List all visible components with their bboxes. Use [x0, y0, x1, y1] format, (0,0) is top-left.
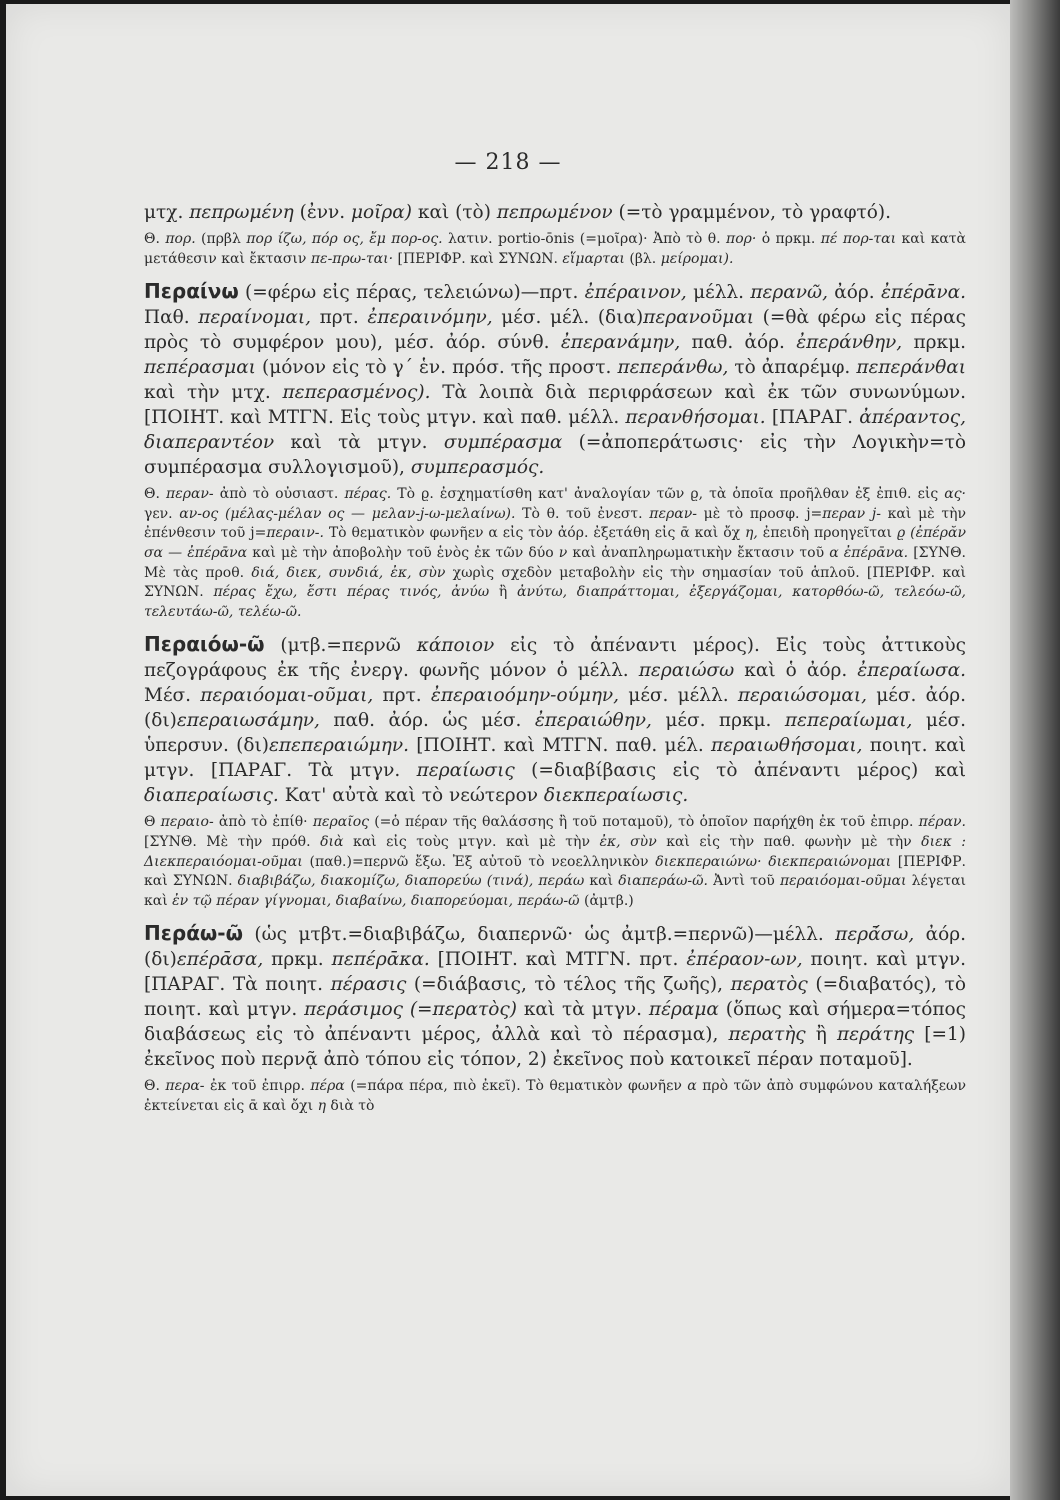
italic-form: περαιόομαι-οῦμαι, [200, 685, 374, 707]
text-run: (=ἀποπεράτωσις· εἰς τὴν Λογικὴν=τὸ συμπέρασμα συλλογισμοῦ), [144, 432, 966, 479]
italic-form: πέρας. [344, 486, 392, 503]
text-run: (=διαβατός), τὸ ποιητ. καὶ μτγν. [144, 974, 966, 1021]
italic-form: ἐκ, σὺν [599, 833, 657, 850]
italic-form: ἐπεραινόμην, [367, 307, 493, 329]
text-run: καὶ εἰς τοὺς μτγν. καὶ μὲ τὴν [343, 833, 600, 850]
text-run: [ΠΑΡΑΓ. [765, 407, 860, 429]
text-run: (παθ.)=περνῶ ἔξω. Ἐξ αὐτοῦ τὸ νεοελληνικὸν [302, 853, 656, 870]
italic-form: επέρᾱσα, [176, 949, 264, 971]
etymology-note [144, 230, 966, 269]
text-run: ἀπὸ τὸ ἐπίθ· [213, 814, 313, 831]
text-run: Τὰ λοιπὰ διὰ περιφράσεων καὶ ἐκ τῶν συνωνύμων. [ΠΟΙΗΤ. καὶ ΜΤΓΝ. Εἰς τοὺς μτγν. καὶ παθ. μέλλ. [144, 382, 966, 429]
italic-form: κάποιον [416, 635, 495, 657]
italic-form: μείρομαι). [660, 250, 734, 267]
text-run: διὰ τὸ [325, 1097, 375, 1114]
italic-form: διαπεραίωσις. [144, 785, 279, 807]
text-run: [ΠΕΡΙΦΡ. καὶ ΣΥΝΩΝ. [144, 853, 966, 890]
text-run: λατιν. portio-ōnis (=μοῖρα)· Ἀπὸ τὸ θ. [442, 231, 727, 247]
text-run: (ἀμτβ.) [579, 892, 634, 909]
italic-form: ἐπέραινον, [584, 282, 687, 304]
italic-form: ἀπέραντος, διαπεραντέον [144, 407, 967, 454]
italic-form: πέρα [310, 1078, 345, 1095]
italic-form: διαπεράω-ῶ. [618, 873, 709, 890]
text-run: Τὸ θ. τοῦ ἐνεστ. [515, 505, 650, 522]
italic-form: ἐπεραιώθην, [534, 710, 652, 732]
headword: Περαιόω-ῶ [144, 632, 265, 657]
italic-form: επεραιωσάμην, [176, 710, 320, 732]
italic-form: περαιώσομαι, [737, 685, 868, 707]
italic-form: ἐπέραον-ων, [686, 949, 803, 971]
page-edge-shadow [1010, 0, 1060, 1500]
italic-form: η, [745, 525, 758, 542]
italic-form: περαίνομαι, [198, 307, 312, 329]
dictionary-entry [144, 632, 966, 808]
italic-form: πεπέρᾱκα. [331, 949, 430, 971]
text-run: μὲ τὸ προσφ. j= [696, 505, 823, 522]
text-run: ποιητ. καὶ μτγν. [ΠΑΡΑΓ. Τὰ μτγν. [144, 735, 966, 782]
italic-form: συμπέρασμα [443, 432, 563, 454]
text-run: καὶ [584, 873, 619, 890]
text-run: [ΠΟΙΗΤ. καὶ ΜΤΓΝ. πρτ. [429, 949, 687, 971]
italic-form: διεκ : Διεκπεραιόομαι-οῦμαι [144, 833, 966, 870]
italic-form: ἐπέρᾱνα. [880, 282, 966, 304]
italic-form: ἐπεράνθην, [796, 332, 903, 354]
italic-form: πεπεράνθαι [856, 357, 966, 379]
italic-form: αν-ος (μέλας-μέλαν ος — μελαν-j-ω-μελαίνω). [179, 505, 516, 522]
text-run: γεν. [144, 505, 180, 522]
italic-form: περανοῦμαι [643, 307, 755, 329]
text-run: (βλ. [624, 250, 661, 267]
text-run: καὶ μὲ τὴν ἐπένθεσιν τοῦ j= [144, 505, 967, 542]
italic-form: περάσιμος (=περατὸς) [304, 999, 517, 1021]
text-run: καὶ εἰς τὴν παθ. φωνὴν μὲ τὴν [656, 833, 922, 850]
entry-continuation [144, 200, 966, 225]
text-run: μέσ. πρκμ. [651, 710, 785, 732]
text-run: μέλλ. [686, 282, 751, 304]
italic-form: διεκπεραιώνω· διεκπεραιώνομαι [655, 853, 892, 870]
italic-form: ἀνύτω, διαπράττομαι, ἐξεργάζομαι, κατορθόω-ῶ, τελεόω-ῶ, τελευτάω-ῶ, τελέω-ῶ. [144, 584, 966, 620]
italic-form: πέρασις [330, 974, 407, 996]
italic-form: περαιωθήσομαι, [711, 735, 863, 757]
italic-form: περαιόομαι-οῦμαι [779, 873, 907, 890]
text-run: (=τὸ γραμμένον, τὸ γραφτό). [612, 202, 891, 223]
text-run: μέσ. ὑπερσυν. (δι) [144, 710, 966, 757]
italic-form: α [687, 1078, 697, 1095]
text-run: ἐκ τοῦ ἐπιρρ. [204, 1078, 311, 1095]
italic-form: συμπερασμός. [410, 457, 545, 479]
etymology-note [144, 813, 966, 911]
text-run: (ὡς μτβτ.=διαβιβάζω, διαπερνῶ· ὡς ἀμτβ.=περνῶ)—μέλλ. [243, 924, 836, 946]
italic-form: περάτης [837, 1024, 915, 1046]
text-run: πρὸ τῶν ἀπὸ συμφώνου καταλήξεων ἐκτείνεται εἰς ᾱ καὶ ὄχι [144, 1078, 966, 1114]
text-run: καὶ κατὰ μετάθεσιν καὶ ἔκτασιν [144, 231, 967, 267]
italic-form: περα- [165, 1078, 205, 1095]
text-run: χωρὶς σχεδὸν μεταβολὴν εἰς τὴν σημασίαν τοῦ ἁπλοῦ. [ΠΕΡΙΦΡ. καὶ ΣΥΝΩΝ. [144, 564, 967, 601]
text-run: (=διάβασις, τὸ τέλος τῆς ζωῆς), [406, 974, 731, 996]
italic-form: πεπερασμένος). [282, 382, 431, 404]
headword: Περάω-ῶ [144, 921, 243, 946]
italic-form: περαιν-. [266, 525, 324, 542]
text-run: (=φέρω εἰς πέρας, τελειώνω)—πρτ. [238, 282, 585, 304]
etymology-note [144, 1077, 966, 1116]
text-run: πρτ. [373, 685, 431, 707]
text-run: καὶ τὰ μτγν. [274, 432, 444, 454]
text-run: ἀόρ. [828, 282, 881, 304]
italic-form: πέραμα [648, 999, 719, 1021]
text-run: καὶ μὲ τὴν ἀποβολὴν τοῦ ἑνὸς ἐκ τῶν δύο [247, 544, 559, 561]
italic-form: περατὸς [730, 974, 808, 996]
italic-form: περαιο- [160, 814, 214, 831]
etymology-note [144, 485, 966, 622]
italic-form: πέραν. [918, 814, 966, 831]
headword: Περαίνω [144, 279, 239, 304]
italic-form: πεπεραίωμαι, [784, 710, 913, 732]
text-run: (=πάρα πέρα, πιὸ ἐκεῖ). Τὸ θεματικὸν φωνῆεν [344, 1078, 688, 1095]
text-run: Ἀντὶ τοῦ [708, 873, 780, 890]
text-run: μέσ. μέλ. (δια) [492, 307, 644, 329]
italic-form: περαν- [649, 505, 697, 522]
text-run: [=1) ἐκεῖνος ποὺ περνᾷ ἀπὸ τόπου εἰς τόπον, 2) ἐκεῖνος ποὺ κατοικεῖ πέραν ποταμοῦ]. [144, 1024, 966, 1071]
text-run: Θ. [144, 486, 167, 503]
text-run: μτχ. [144, 202, 190, 223]
text-run: (=ὁ πέραν τῆς θαλάσσης ἢ τοῦ ποταμοῦ), τὸ ὁποῖον παρήχθη ἐκ τοῦ ἐπιρρ. [369, 814, 919, 831]
text-run: πρτ. [311, 307, 368, 329]
text-run: Θ. [144, 231, 166, 247]
italic-form: πε-πρω-ται· [310, 250, 394, 267]
text-run: παθ. ἀόρ. ὡς μέσ. [319, 710, 535, 732]
italic-form: επεπεραιώμην. [268, 735, 409, 757]
italic-form: πορ. [165, 231, 196, 247]
italic-form: περαιώσω [638, 660, 735, 682]
text-run: καὶ τὰ μτγν. [516, 999, 649, 1021]
text-run: Παθ. [144, 307, 199, 329]
text-run: ἢ [489, 584, 517, 601]
italic-form: πέ πορ-ται [820, 231, 897, 247]
italic-form: πορ ίζω, πόρ ος, ἔμ πορ-ος. [246, 231, 443, 247]
italic-form: ϱ (ἐπέρᾰν σα — ἐπέρᾱνα [144, 525, 966, 561]
italic-form: πορ· [726, 231, 757, 247]
italic-form: διαβιβάζω, διακομίζω, διαπορεύω (τινά), περάω [237, 873, 585, 890]
italic-form: πεπρωμένη [189, 202, 294, 223]
text-run: Τὸ θεματικὸν φωνῆεν α εἰς τὸν ἀόρ. ἐξετάθη εἰς ᾱ καὶ ὄχ [323, 525, 746, 542]
text-run: ἐπειδὴ προηγεῖται [757, 525, 897, 542]
italic-form: πέρας ἔχω, ἔστι πέρας τινός, ἀνύω [213, 584, 490, 601]
italic-form: πεπέρασμαι [144, 357, 256, 379]
italic-form: πεπεράνθω, [617, 357, 729, 379]
text-run: Θ. [144, 1078, 166, 1095]
book-page [6, 4, 1010, 1496]
text-run: καὶ τὴν μτχ. [144, 382, 283, 404]
dictionary-entry [144, 279, 966, 480]
text-run: [ΣΥΝΘ. Μὲ τὴν πρόθ. [144, 833, 321, 850]
text-run: (ὅπως καὶ σήμερα=τόπος διαβάσεως εἰς τὸ ἀπέναντι μέρος, ἀλλὰ καὶ τὸ πέρασμα), [144, 999, 966, 1046]
text-run: ὁ πρκμ. [756, 231, 821, 247]
italic-form: η [317, 1097, 326, 1114]
text-run: Θ [144, 814, 161, 831]
italic-form: ας· [944, 486, 966, 503]
page-number: — 218 — [454, 150, 562, 175]
italic-form: ἐπεραίωσα. [857, 660, 966, 682]
page-body [144, 200, 966, 1117]
text-run: ἀπὸ τὸ οὐσιαστ. [213, 486, 345, 503]
text-run: (=θὰ φέρω εἰς πέρας πρὸς τὸ συμφέρον μου), μέσ. ἀόρ. σύνθ. [144, 307, 967, 354]
italic-form: περατὴς [728, 1024, 806, 1046]
text-run: πρκμ. [902, 332, 966, 354]
text-run: ποιητ. καὶ μτγν. [ΠΑΡΑΓ. Τὰ ποιητ. [144, 949, 966, 996]
text-run: παθ. ἀόρ. [680, 332, 797, 354]
text-run: (πρβλ [195, 231, 247, 247]
italic-form: μοῖρα) [351, 202, 413, 223]
text-run: (μτβ.=περνῶ [264, 635, 417, 657]
text-run: καὶ ἀναπληρωματικὴν ἔκτασιν τοῦ [567, 544, 830, 561]
italic-form: περαίωσις [416, 760, 515, 782]
italic-form: περαῖος [312, 814, 369, 831]
italic-form: διὰ [320, 833, 344, 850]
text-run: [ΠΕΡΙΦΡ. καὶ ΣΥΝΩΝ. [393, 250, 563, 267]
text-run: καὶ (τὸ) [412, 202, 497, 223]
text-run: Τὸ ϱ. ἐσχηματίσθη κατ' ἀναλογίαν τῶν ϱ, τὰ ὁποῖα προῆλθαν ἐξ ἐπιθ. εἰς [391, 486, 945, 503]
text-run: Μέσ. [144, 685, 201, 707]
italic-form: ν [558, 544, 568, 561]
dictionary-entry [144, 921, 966, 1072]
italic-form: πεπρωμένον [496, 202, 613, 223]
italic-form: περαν- [166, 486, 214, 503]
italic-form: ἐπεραιοόμην-ούμην, [430, 685, 620, 707]
text-run: (μόνον εἰς τὸ γ΄ ἑν. πρόσ. τῆς προστ. [255, 357, 618, 379]
text-run: λέγεται καὶ [144, 873, 967, 909]
italic-form: περαν j- [822, 505, 881, 522]
text-run: [ΣΥΝΘ. Μὲ τὰς προθ. [144, 544, 966, 581]
italic-form: περανθήσομαι. [625, 407, 766, 429]
text-run: (ἐνν. [293, 202, 352, 223]
italic-form: διά, διεκ, συνδιά, ἐκ, σὺν [251, 564, 446, 581]
text-run: Κατ' αὐτὰ καὶ τὸ νεώτερον [278, 785, 544, 807]
text-run: μέσ. ἀόρ. (δι) [144, 685, 966, 732]
italic-form: διεκπεραίωσις. [543, 785, 689, 807]
text-run: ἀόρ. (δι) [144, 924, 966, 971]
text-run: εἰς τὸ ἀπέναντι μέρος). Εἰς τοὺς ἀττικοὺς πεζογράφους ἐκ τῆς ἐνεργ. φωνῆς μόνον ὁ μέλλ. [144, 635, 966, 682]
italic-form: ἐν τῷ πέραν γίγνομαι, διαβαίνω, διαπορεύομαι, περάω-ῶ [172, 892, 580, 909]
text-run: (=διαβίβασις εἰς τὸ ἀπέναντι μέρος) καὶ [514, 760, 966, 782]
text-run: μέσ. μέλλ. [619, 685, 738, 707]
text-run: καὶ ὁ ἀόρ. [734, 660, 858, 682]
text-run: πρκμ. [263, 949, 332, 971]
text-run: ἢ [805, 1024, 837, 1046]
text-run: [ΠΟΙΗΤ. καὶ ΜΤΓΝ. παθ. μέλ. [408, 735, 712, 757]
italic-form: περᾱ́σω, [835, 924, 915, 946]
italic-form: α ἐπέρᾱνα. [829, 544, 909, 561]
italic-form: ἐπερανάμην, [560, 332, 681, 354]
italic-form: εἵμαρται [562, 250, 625, 267]
italic-form: περανῶ, [750, 282, 828, 304]
text-run: τὸ ἀπαρέμφ. [728, 357, 857, 379]
